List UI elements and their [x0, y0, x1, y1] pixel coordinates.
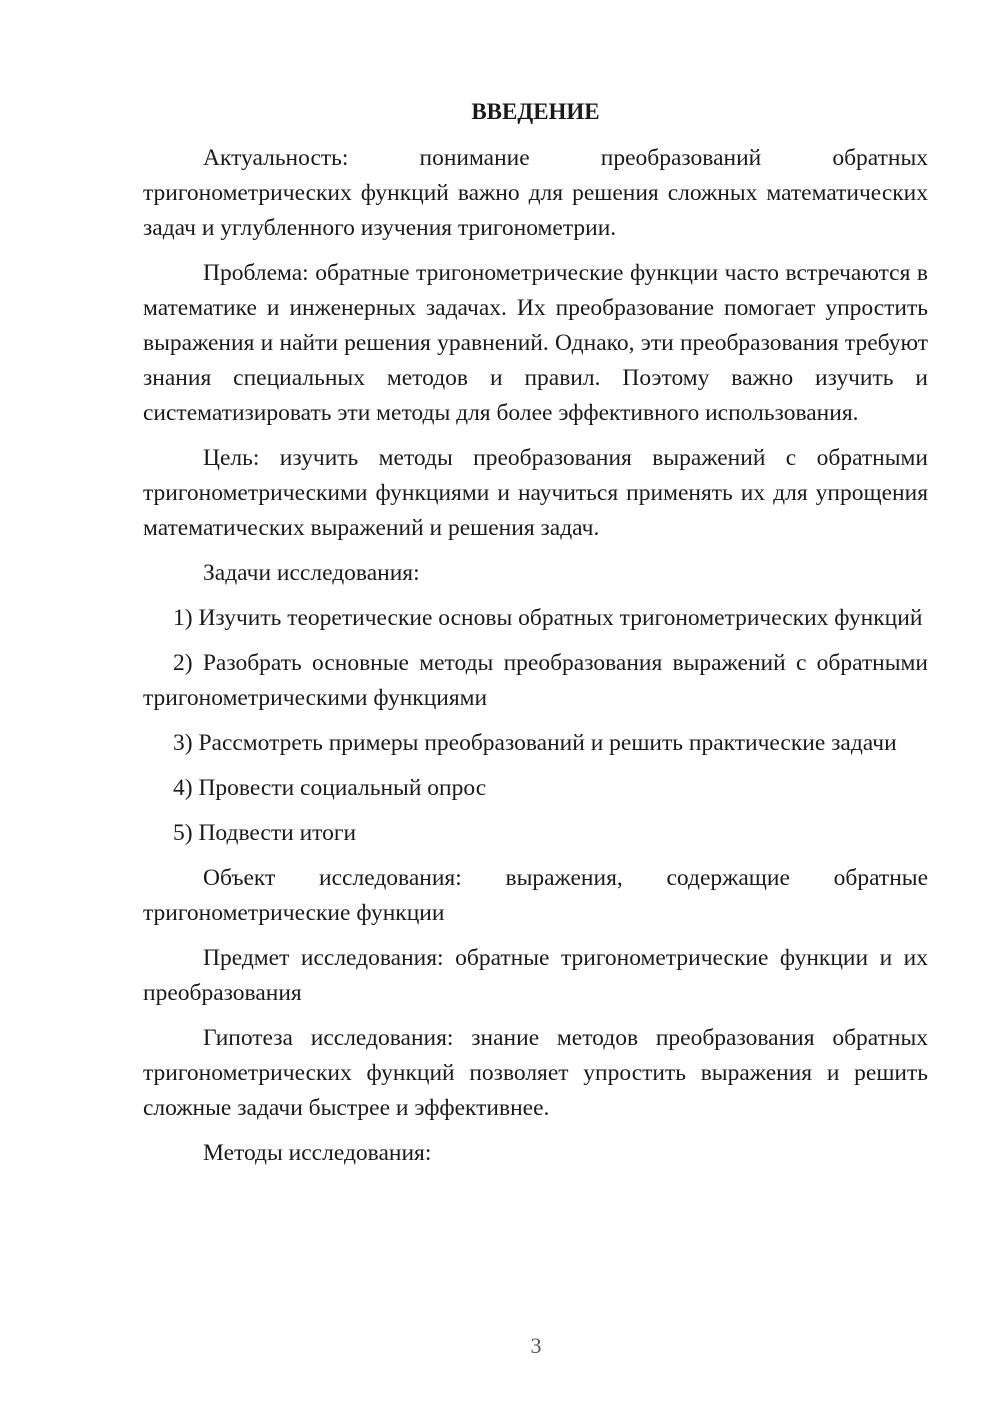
goal-paragraph: Цель: изучить методы преобразования выражений с обратными тригонометрическими функциями и научиться применять их для упрощения математических выражений и решения задач. — [143, 445, 928, 541]
problem-paragraph: Проблема: обратные тригонометрические функции часто встречаются в математике и инженерных задачах. Их преобразование помогает упростить выражения и найти решения уравнений. Однако, эти преобразования требуют знания специальных методов и правил. Поэтому важно изучить и систематизировать эти методы для более эффективного использования. — [143, 260, 928, 426]
object-paragraph: Объект исследования: выражения, содержащие обратные тригонометрические функции — [143, 865, 928, 926]
methods-title: Методы исследования: — [203, 1140, 432, 1166]
page-number: 3 — [530, 1333, 542, 1358]
task-item-3: 3) Рассмотреть примеры преобразований и решить практические задачи — [173, 730, 897, 756]
hypothesis-paragraph: Гипотеза исследования: знание методов преобразования обратных тригонометрических функций позволяет упростить выражения и решить сложные задачи быстрее и эффективнее. — [143, 1025, 928, 1121]
task-item-2: 2) Разобрать основные методы преобразования выражений с обратными тригонометрическими функциями — [143, 650, 928, 711]
actuality-paragraph: Актуальность: понимание преобразований обратных тригонометрических функций важно для решения сложных математических задач и углубленного изучения тригонометрии. — [143, 145, 928, 241]
task-item-5: 5) Подвести итоги — [173, 820, 357, 846]
tasks-title: Задачи исследования: — [203, 560, 420, 586]
section-heading: ВВЕДЕНИЕ — [471, 99, 600, 124]
task-item-1: 1) Изучить теоретические основы обратных тригонометрических функций — [173, 605, 923, 631]
page-content — [143, 94, 928, 1181]
subject-paragraph: Предмет исследования: обратные тригонометрические функции и их преобразования — [143, 945, 928, 1006]
task-item-4: 4) Провести социальный опрос — [173, 775, 487, 801]
